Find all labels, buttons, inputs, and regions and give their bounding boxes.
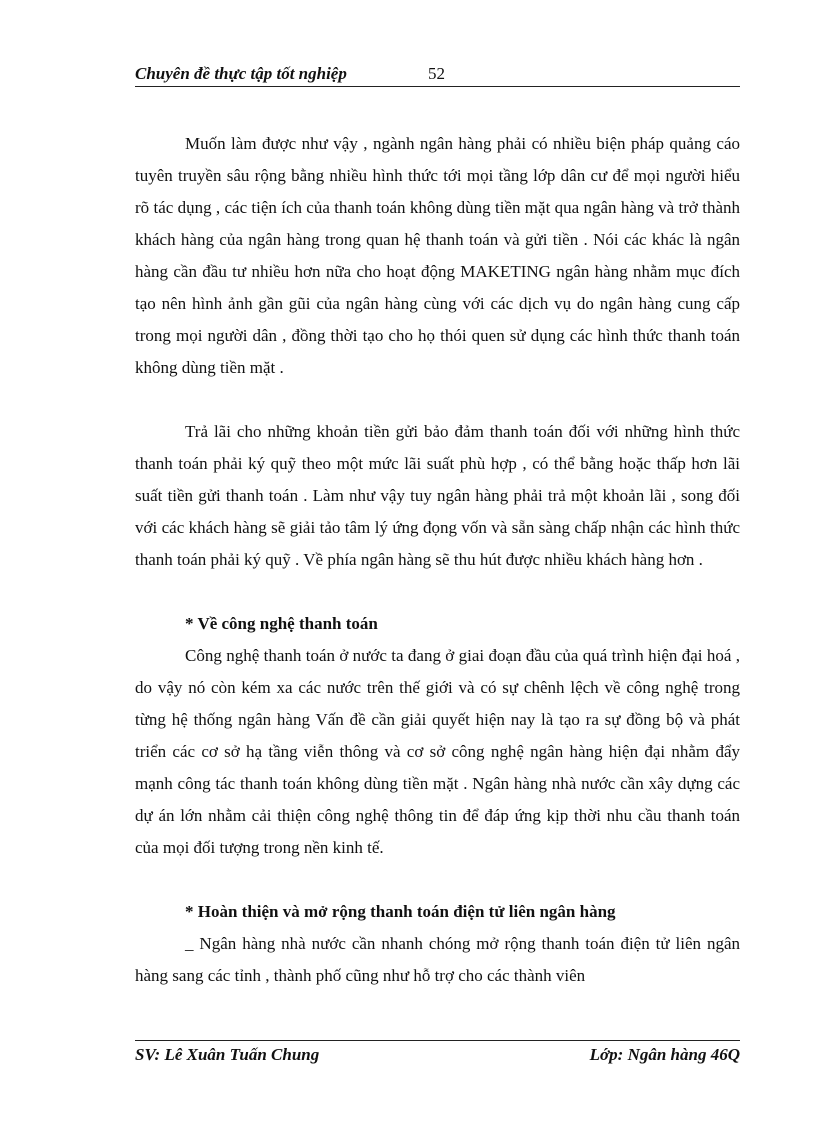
- paragraph-1: Muốn làm được như vậy , ngành ngân hàng phải có nhiều biện pháp quảng cáo tuyên truyền sâu rộng bằng nhiều hình thức tới mọi tầng lớp dân cư để mọi người hiểu rõ tác dụng , các tiện ích của thanh toán không dùng tiền mặt qua ngân hàng và trở thành khách hàng của ngân hàng trong quan hệ thanh toán và gửi tiền . Nói các khác là ngân hàng cần đầu tư nhiều hơn nữa cho hoạt động MAKETING ngân hàng nhằm mục đích tạo nên hình ảnh gần gũi của ngân hàng cùng với các dịch vụ do ngân hàng cung cấp trong mọi người dân , đồng thời tạo cho họ thói quen sử dụng các hình thức thanh toán không dùng tiền mặt .: [135, 134, 740, 377]
- student-name: SV: Lê Xuân Tuấn Chung: [135, 1045, 320, 1064]
- page-footer: [135, 1040, 740, 1071]
- section-heading-technology: * Về công nghệ thanh toán: [185, 614, 378, 633]
- paragraph-4: _ Ngân hàng nhà nước cần nhanh chóng mở rộng thanh toán điện tử liên ngân hàng sang các tỉnh , thành phố cũng như hỗ trợ cho các thành viên: [135, 934, 740, 985]
- paragraph-3: Công nghệ thanh toán ở nước ta đang ở giai đoạn đầu của quá trình hiện đại hoá , do vậy nó còn kém xa các nước trên thế giới và có sự chênh lệch về công nghệ trong từng hệ thống ngân hàng Vấn đề cần giải quyết hiện nay là tạo ra sự đồng bộ và phát triển các cơ sở hạ tầng viễn thông và cơ sở công nghệ ngân hàng hiện đại nhằm đẩy mạnh công tác thanh toán không dùng tiền mặt . Ngân hàng nhà nước cần xây dựng các dự án lớn nhằm cải thiện công nghệ thông tin để đáp ứng kịp thời nhu cầu thanh toán của mọi đối tượng trong nền kinh tế.: [135, 646, 740, 857]
- page-number: 52: [428, 64, 445, 83]
- class-name: Lớp: Ngân hàng 46Q: [589, 1045, 740, 1064]
- section-heading-interbank: * Hoàn thiện và mở rộng thanh toán điện tử liên ngân hàng: [185, 902, 616, 921]
- document-title: Chuyên đề thực tập tốt nghiệp: [135, 64, 347, 83]
- paragraph-2: Trả lãi cho những khoản tiền gửi bảo đảm thanh toán đối với những hình thức thanh toán phải ký quỹ theo một mức lãi suất phù hợp , có thể bằng hoặc thấp hơn lãi suất tiền gửi thanh toán . Làm như vậy tuy ngân hàng phải trả một khoản lãi , song đối với các khách hàng sẽ giải tảo tâm lý ứng đọng vốn và sẵn sàng chấp nhận các hình thức thanh toán phải ký quỹ . Về phía ngân hàng sẽ thu hút được nhiều khách hàng hơn .: [135, 422, 740, 569]
- page-header: [135, 62, 740, 87]
